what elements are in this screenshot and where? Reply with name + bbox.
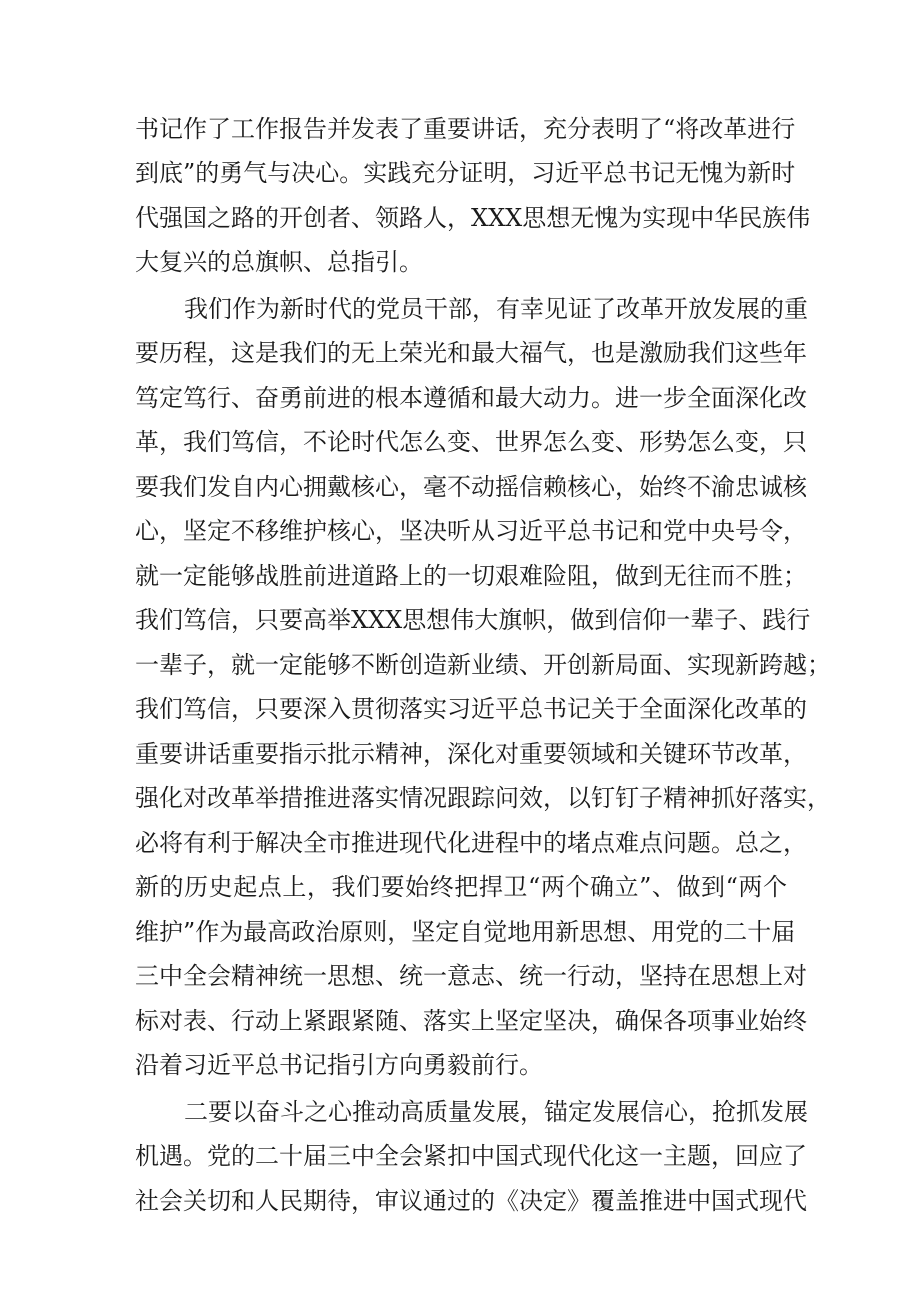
text-line: 机遇。党的二十届三中全会紧扣中国式现代化这一主题，回应了 xyxy=(135,1142,807,1170)
text-line: 革，我们笃信，不论时代怎么变、世界怎么变、形势怎么变，只 xyxy=(135,428,807,456)
text-line: 重要讲话重要指示批示精神，深化对重要领域和关键环节改革， xyxy=(135,740,807,768)
text-line: 大复兴的总旗帜、总指引。 xyxy=(135,248,423,276)
text-line: 心，坚定不移维护核心，坚决听从习近平总书记和党中央号令， xyxy=(135,517,807,545)
paragraph-first-line: 我们作为新时代的党员干部，有幸见证了改革开放发展的重 xyxy=(184,295,808,323)
text-line: 到底”的勇气与决心。实践充分证明，习近平总书记无愧为新时 xyxy=(135,159,796,187)
text-line: 维护”作为最高政治原则，坚定自觉地用新思想、用党的二十届 xyxy=(135,918,796,946)
text-line: 一辈子，就一定能够不断创造新业绩、开创新局面、实现新跨越； xyxy=(135,651,831,679)
text-line: 要历程，这是我们的无上荣光和最大福气，也是激励我们这些年 xyxy=(135,339,807,367)
text-line: 沿着习近平总书记指引方向勇毅前行。 xyxy=(135,1051,543,1079)
text-line: 就一定能够战胜前进道路上的一切艰难险阻，做到无往而不胜； xyxy=(135,562,807,590)
text-line: 代强国之路的开创者、领路人，XXX思想无愧为实现中华民族伟 xyxy=(135,204,811,232)
text-line: 我们笃信，只要高举XXX思想伟大旗帜，做到信仰一辈子、践行 xyxy=(135,606,811,634)
text-line: 强化对改革举措推进落实情况跟踪问效，以钉钉子精神抓好落实， xyxy=(135,784,831,812)
text-line: 我们笃信，只要深入贯彻落实习近平总书记关于全面深化改革的 xyxy=(135,695,807,723)
text-line: 笃定笃行、奋勇前进的根本遵循和最大动力。进一步全面深化改 xyxy=(135,384,807,412)
paragraph-first-line: 二要以奋斗之心推动高质量发展，锚定发展信心，抢抓发展 xyxy=(184,1098,808,1126)
text-line: 书记作了工作报告并发表了重要讲话，充分表明了“将改革进行 xyxy=(135,115,796,143)
text-line: 要我们发自内心拥戴核心，毫不动摇信赖核心，始终不渝忠诚核 xyxy=(135,473,807,501)
text-line: 必将有利于解决全市推进现代化进程中的堵点难点问题。总之， xyxy=(135,829,807,857)
text-line: 社会关切和人民期待，审议通过的《决定》覆盖推进中国式现代 xyxy=(135,1187,807,1215)
text-line: 标对表、行动上紧跟紧随、落实上坚定坚决，确保各项事业始终 xyxy=(135,1007,807,1035)
text-line: 三中全会精神统一思想、统一意志、统一行动，坚持在思想上对 xyxy=(135,962,807,990)
text-line: 新的历史起点上，我们要始终把捍卫“两个确立”、做到“两个 xyxy=(135,873,787,901)
